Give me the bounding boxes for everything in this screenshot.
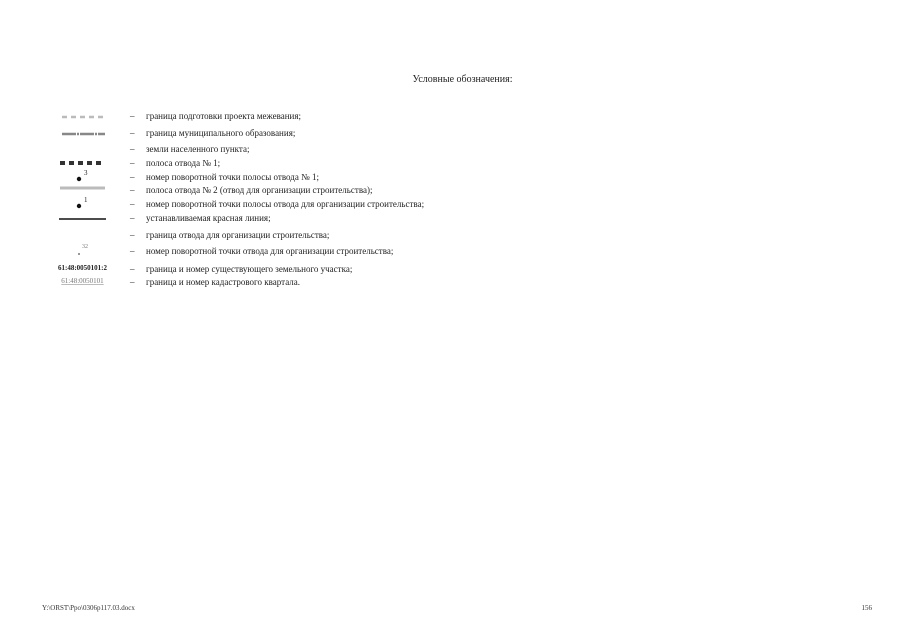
symbol-gray-dashdot-line [50, 127, 115, 139]
dash-mark: – [130, 213, 135, 223]
land-plot-number: 61:48:0050101:2 [58, 264, 107, 272]
dash-mark: – [130, 144, 135, 154]
page-number: 156 [861, 604, 872, 612]
dash-mark: – [130, 158, 135, 168]
symbol-black-dashed-line [50, 157, 115, 169]
dash-mark: – [130, 185, 135, 195]
symbol-black-solid-line [50, 212, 115, 224]
dot-label: 32 [82, 244, 88, 250]
legend-text: номер поворотной точки полосы отвода для организации строительства; [146, 199, 425, 209]
symbol-gray-solid-line [50, 184, 115, 196]
symbol-dot-with-label [50, 171, 115, 183]
legend-text: полоса отвода № 2 (отвод для организации строительства); [146, 185, 373, 195]
dash-mark: – [130, 264, 135, 274]
dash-mark: – [130, 128, 135, 138]
legend-text: граница и номер существующего земельного участка; [146, 264, 353, 274]
legend-title: Условные обозначения: [412, 74, 513, 85]
legend-row [0, 143, 905, 155]
legend-text: граница отвода для организации строительства; [146, 230, 330, 240]
dash-mark: – [130, 172, 135, 182]
legend-row [0, 171, 905, 183]
legend-text: полоса отвода № 1; [146, 158, 221, 168]
symbol-cadastral-quarter-number [50, 276, 115, 288]
dash-mark: – [130, 277, 135, 287]
legend-row [0, 263, 905, 275]
legend-text: граница подготовки проекта межевания; [146, 111, 302, 121]
legend-text: граница и номер кадастрового квартала. [146, 277, 301, 287]
symbol-small-dot-with-label [50, 245, 115, 257]
legend-text: граница муниципального образования; [146, 128, 296, 138]
dash-mark: – [130, 246, 135, 256]
legend-text: земли населенного пункта; [146, 144, 250, 154]
dash-mark: – [130, 230, 135, 240]
legend-text: номер поворотной точки отвода для организации строительства; [146, 246, 394, 256]
legend-text: устанавливаемая красная линия; [146, 213, 271, 223]
dot-label: 1 [84, 196, 88, 204]
dash-mark: – [130, 111, 135, 121]
legend-row [0, 198, 905, 210]
legend-row [0, 157, 905, 169]
symbol-gray-dashed-line [50, 110, 115, 122]
legend-row [0, 212, 905, 224]
symbol-dot-with-label [50, 198, 115, 210]
legend-row [0, 276, 905, 288]
dash-mark: – [130, 199, 135, 209]
footer-file-path: Y:\ORST\Ppo\0306p117.03.docx [42, 604, 135, 612]
legend-row [0, 245, 905, 257]
cadastral-quarter-number: 61:48:0050101 [61, 277, 104, 285]
legend-row [0, 127, 905, 139]
legend-row [0, 229, 905, 241]
legend-text: номер поворотной точки полосы отвода № 1; [146, 172, 319, 182]
legend-row [0, 184, 905, 196]
symbol-land-plot-number [50, 263, 115, 275]
legend-row [0, 110, 905, 122]
dot-label: 3 [84, 169, 88, 177]
